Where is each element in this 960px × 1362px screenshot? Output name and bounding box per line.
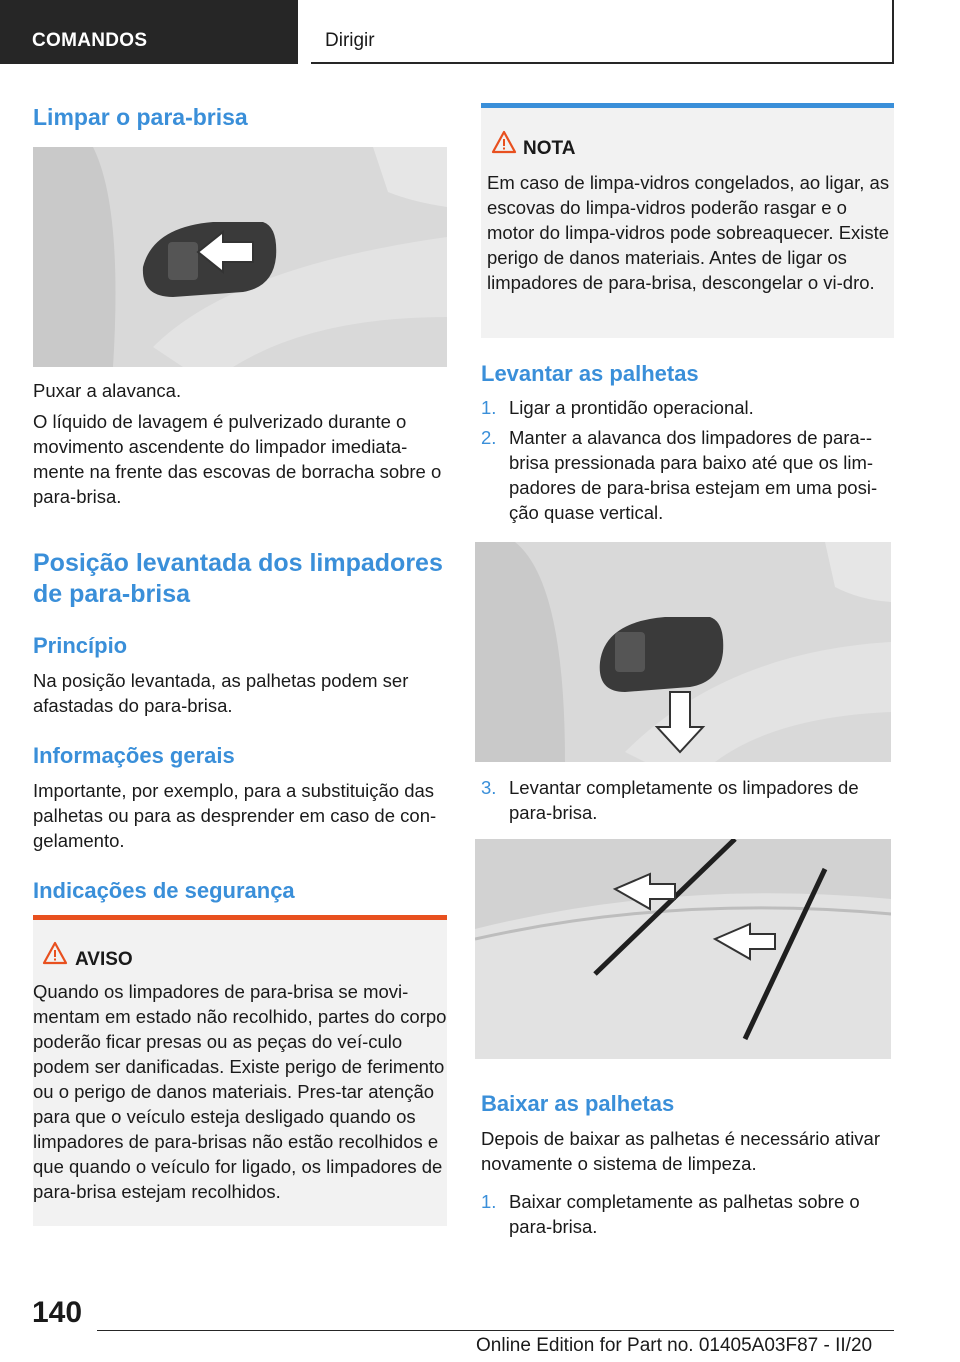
section-tab: [0, 0, 298, 64]
steps-baixar: [481, 1189, 894, 1239]
paragraph-baixar: Depois de baixar as palhetas é necessário ativar novamente o sistema de limpeza.: [481, 1128, 881, 1174]
nota-title: NOTA: [523, 138, 576, 159]
heading-baixar: Baixar as palhetas: [481, 1091, 675, 1116]
paragraph-liquido: O líquido de lavagem é pulverizado durante o movimento ascendente do limpador imediata-mente na frente das escovas de borracha sobre o para-brisa.: [33, 411, 442, 507]
paragraph-principio: Na posição levantada, as palhetas podem ser afastadas do para-brisa.: [33, 670, 409, 716]
list-item: 2. Manter a alavanca dos limpadores de para--brisa pressionada para baixo até que os lim-padores de para-brisa estejam em uma posi-ção quase vertical.: [481, 427, 878, 523]
heading-limpar: Limpar o para-brisa: [33, 104, 248, 130]
wipers-raised-illustration: [475, 839, 891, 1059]
section-label: COMANDOS: [32, 30, 148, 51]
aviso-box: [33, 915, 447, 1226]
lever-down-illustration: [475, 542, 891, 762]
page-number: 140: [32, 1296, 83, 1329]
footer-divider: [97, 1330, 894, 1331]
steps-levantar-3: [481, 775, 894, 825]
chapter-label: Dirigir: [325, 30, 375, 51]
aviso-title: AVISO: [75, 949, 133, 970]
list-item: 3. Levantar completamente os limpadores de para-brisa.: [481, 777, 859, 823]
list-item: 1. Baixar completamente as palhetas sobre o para-brisa.: [481, 1191, 860, 1237]
heading-info: Informações gerais: [33, 743, 235, 768]
warning-triangle-icon: [491, 130, 517, 154]
heading-levantar: Levantar as palhetas: [481, 361, 699, 386]
chapter-tab: [311, 0, 894, 64]
footer-edition: Online Edition for Part no. 01405A03F87 - II/20: [476, 1335, 873, 1356]
aviso-text: Quando os limpadores de para-brisa se movi-mentam em estado não recolhido, partes do corpo poderão ficar presas ou as peças do veí-culo podem ser danificadas. Existe perigo de ferimento ou o perigo de danos materiais. Pres-tar atenção para que o veículo esteja desligado quando os limpadores de para-brisas não estão recolhidos e que quando o veículo for ligado, os limpadores de para-brisa estejam recolhidos.: [33, 981, 447, 1202]
nota-box: [481, 103, 894, 338]
list-item: 1. Ligar a prontidão operacional.: [481, 397, 754, 418]
paragraph-info: Importante, por exemplo, para a substituição das palhetas ou para as desprender em caso de con-gelamento.: [33, 780, 437, 851]
heading-posicao: Posição levantada dos limpadores de para-brisa: [33, 549, 443, 608]
steps-levantar: [481, 395, 894, 525]
heading-principio: Princípio: [33, 633, 128, 658]
lever-pull-illustration: [33, 147, 447, 367]
paragraph-puxar: Puxar a alavanca.: [33, 380, 182, 401]
heading-seguranca: Indicações de segurança: [33, 878, 295, 903]
nota-text: Em caso de limpa-vidros congelados, ao ligar, as escovas do limpa-vidros poderão rasgar e o motor do limpa-vidros pode sobreaquecer. Existe perigo de danos materiais. Antes de ligar os limpadores de para-brisa, descongelar o vi-dro.: [487, 172, 890, 293]
warning-triangle-icon: [42, 941, 68, 965]
